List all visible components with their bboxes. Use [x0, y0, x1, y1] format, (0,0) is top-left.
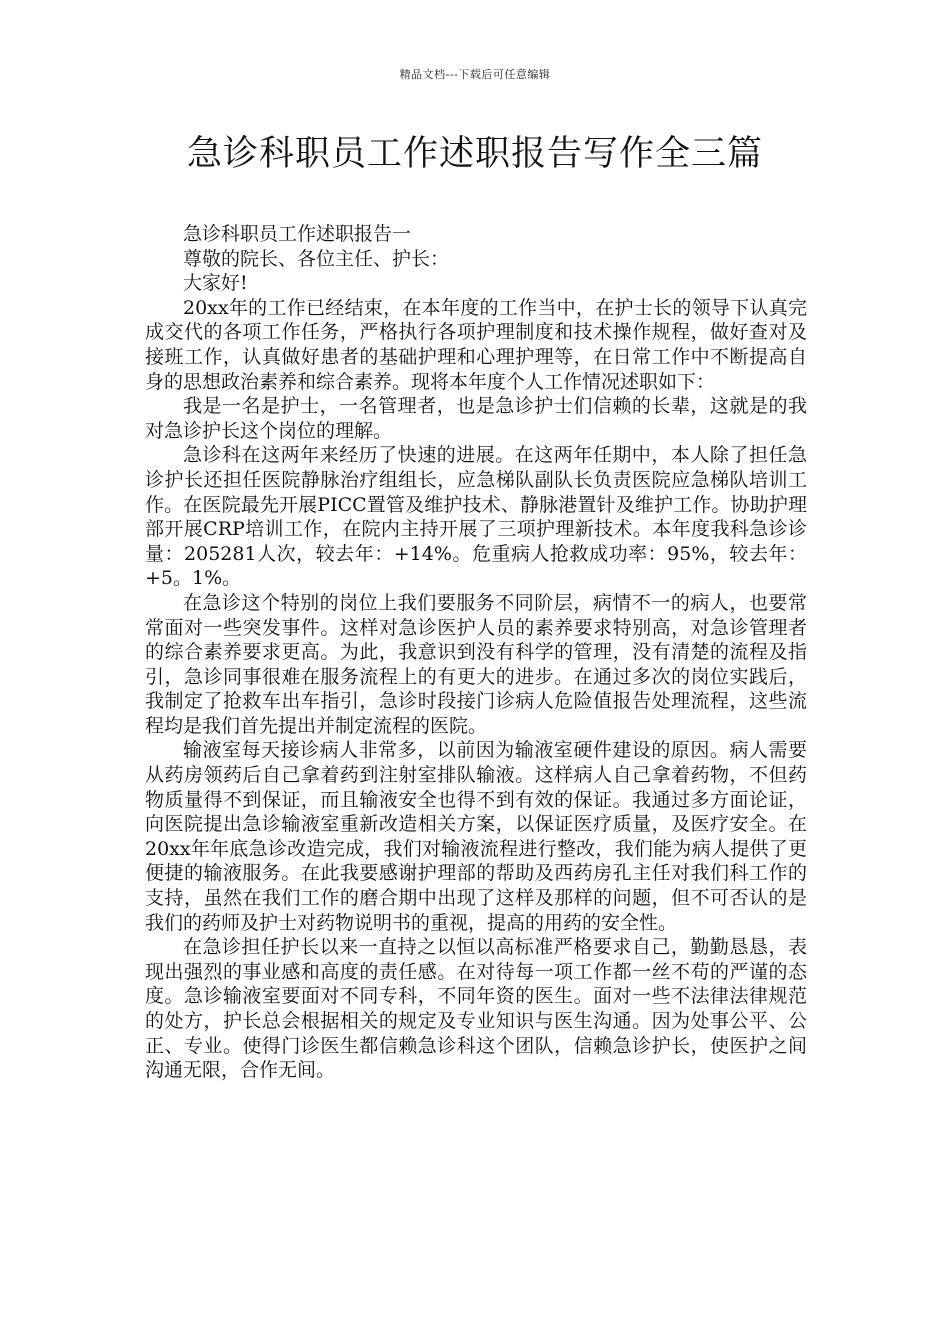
body-paragraph: 20xx年的工作已经结束，在本年度的工作当中，在护士长的领导下认真完成交代的各项工作任务，严格执行各项护理制度和技术操作规程，做好查对及接班工作，认真做好患者的基础护理和心理护理等，在日常工作中不断提高自身的思想政治素养和综合素养。现将本年度个人工作情况述职如下： — [145, 296, 807, 393]
body-paragraph: 输液室每天接诊病人非常多，以前因为输液室硬件建设的原因。病人需要从药房领药后自己拿着药到注射室排队输液。这样病人自己拿着药物，不但药物质量得不到保证，而且输液安全也得不到有效的保证。我通过多方面论证，向医院提出急诊输液室重新改造相关方案，以保证医疗质量，及医疗安全。在20xx年年底急诊改造完成，我们对输液流程进行整改，我们能为病人提供了更便捷的输液服务。在此我要感谢护理部的帮助及西药房孔主任对我们科工作的支持，虽然在我们工作的磨合期中出现了这样及那样的问题，但不可否认的是我们的药师及护士对药物说明书的重视，提高的用药的安全性。 — [145, 739, 807, 934]
document-body — [145, 222, 807, 1083]
header-note: 精品文档---下载后可任意编辑 — [399, 68, 551, 81]
greeting: 大家好! — [183, 272, 248, 295]
body-paragraph: 急诊科在这两年来经历了快速的进展。在这两年任期中，本人除了担任急诊护长还担任医院静脉治疗组组长，应急梯队副队长负责医院应急梯队培训工作。在医院最先开展PICC置管及维护技术、静脉港置针及维护工作。协助护理部开展CRP培训工作，在院内主持开展了三项护理新技术。本年度我科急诊诊量：205281人次，较去年：+14%。危重病人抢救成功率：95%，较去年：+5。1%。 — [145, 444, 807, 590]
body-paragraph: 我是一名是护士，一名管理者，也是急诊护士们信赖的长辈，这就是的我对急诊护长这个岗位的理解。 — [145, 395, 807, 442]
body-paragraph: 在急诊担任护长以来一直持之以恒以高标准严格要求自己，勤勤恳恳，表现出强烈的事业感和高度的责任感。在对待每一项工作都一丝不苟的严谨的态度。急诊输液室要面对不同专科，不同年资的医生。面对一些不法律法律规范的处方，护长总会根据相关的规定及专业知识与医生沟通。因为处事公平、公正、专业。使得门诊医生都信赖急诊科这个团队，信赖急诊护长，使医护之间沟通无限，合作无间。 — [145, 936, 807, 1082]
document-title: 急诊科职员工作述职报告写作全三篇 — [186, 134, 763, 174]
salutation: 尊敬的院长、各位主任、护长： — [183, 247, 450, 270]
section-heading: 急诊科职员工作述职报告一 — [183, 223, 412, 245]
body-paragraph: 在急诊这个特别的岗位上我们要服务不同阶层，病情不一的病人，也要常常面对一些突发事件。这样对急诊医护人员的素养要求特别高，对急诊管理者的综合素养要求更高。为此，我意识到没有科学的管理，没有清楚的流程及指引，急诊同事很难在服务流程上的有更大的进步。在通过多次的岗位实践后，我制定了抢救车出车指引，急诊时段接门诊病人危险值报告处理流程，这些流程均是我们首先提出并制定流程的医院。 — [145, 591, 807, 737]
